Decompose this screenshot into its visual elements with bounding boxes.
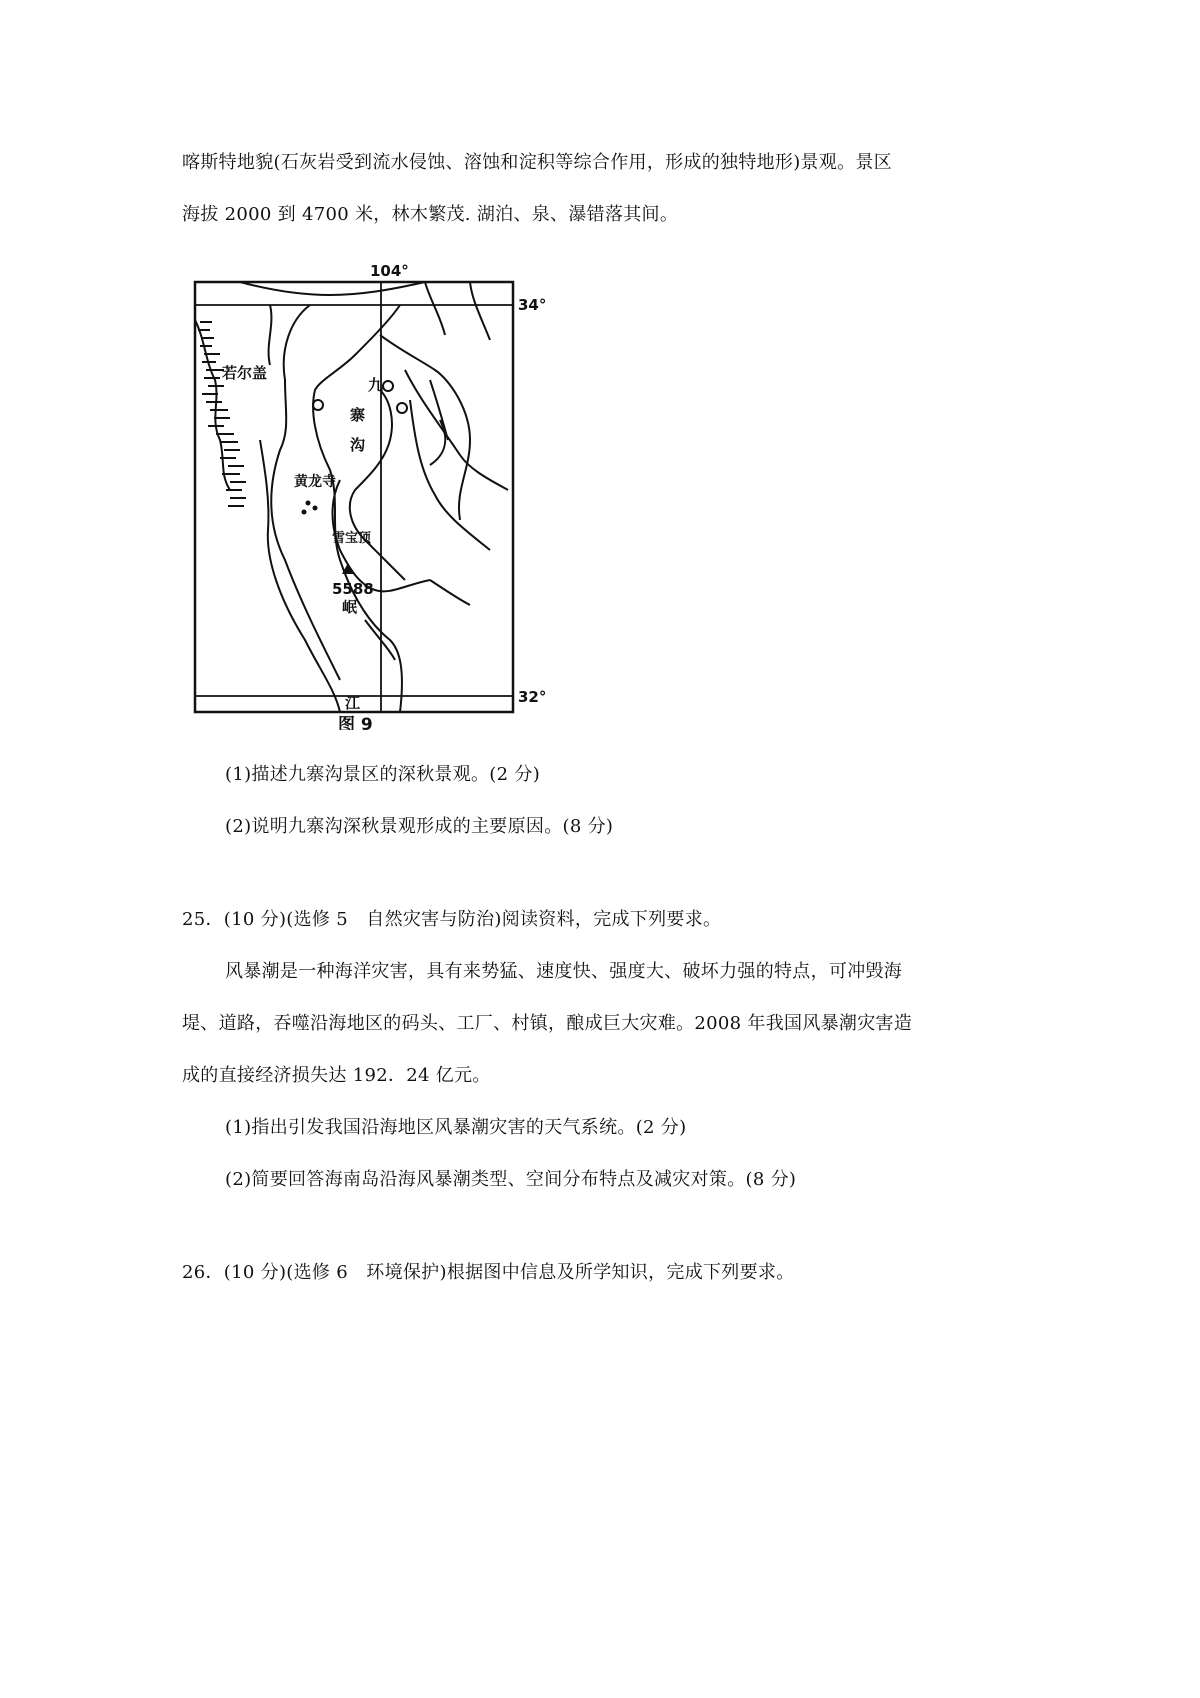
lake-point-3 [397, 403, 407, 413]
label-gou: 沟 [350, 436, 366, 454]
label-min: 岷 [342, 598, 358, 616]
label-huanglongsi: 黄龙寺 [294, 474, 336, 490]
q25-sub2: (2)简要回答海南岛沿海风暴潮类型、空间分布特点及减灾对策。(8 分) [225, 1169, 797, 1190]
label-zhai: 寨 [350, 406, 366, 424]
passage-line-1: 喀斯特地貌(石灰岩受到流水侵蚀、溶蚀和淀积等综合作用，形成的独特地形)景观。景区 [182, 152, 893, 173]
q25-header: 25．(10 分)(选修 5 自然灾害与防治)阅读资料，完成下列要求。 [182, 909, 722, 930]
label-104: 104° [370, 262, 409, 280]
spring-dot-2 [313, 506, 318, 511]
lake-point-1 [313, 400, 323, 410]
lake-point-2 [383, 381, 393, 391]
q24-sub2: (2)说明九寨沟深秋景观形成的主要原因。(8 分) [225, 816, 614, 837]
label-32: 32° [518, 688, 547, 706]
q24-sub1: (1)描述九寨沟景区的深秋景观。(2 分) [225, 764, 541, 785]
q25-sub1: (1)指出引发我国沿海地区风暴潮灾害的天气系统。(2 分) [225, 1117, 687, 1138]
figure-caption: 图 9 [338, 715, 373, 730]
figure-9-map [190, 260, 550, 730]
q25-para-line-1: 风暴潮是一种海洋灾害，具有来势猛、速度快、强度大、破坏力强的特点，可冲毁海 [225, 961, 903, 982]
label-ruoergai: 若尔盖 [222, 364, 268, 382]
label-xuebaoding: 雪宝顶 [332, 531, 372, 546]
q25-para-line-3: 成的直接经济损失达 192．24 亿元。 [182, 1065, 491, 1086]
label-peak-height: 5588 [332, 580, 374, 598]
label-34: 34° [518, 296, 547, 314]
spring-dot-3 [302, 510, 307, 515]
label-jiang: 江 [345, 694, 361, 712]
label-jiu: 九 [368, 376, 384, 394]
q26-header: 26．(10 分)(选修 6 环境保护)根据图中信息及所学知识，完成下列要求。 [182, 1262, 795, 1283]
passage-line-2: 海拔 2000 到 4700 米，林木繁茂. 湖泊、泉、瀑错落其间。 [182, 204, 679, 225]
q25-para-line-2: 堤、道路，吞噬沿海地区的码头、工厂、村镇，酿成巨大灾难。2008 年我国风暴潮灾害造 [182, 1013, 913, 1034]
spring-dot-1 [306, 501, 311, 506]
